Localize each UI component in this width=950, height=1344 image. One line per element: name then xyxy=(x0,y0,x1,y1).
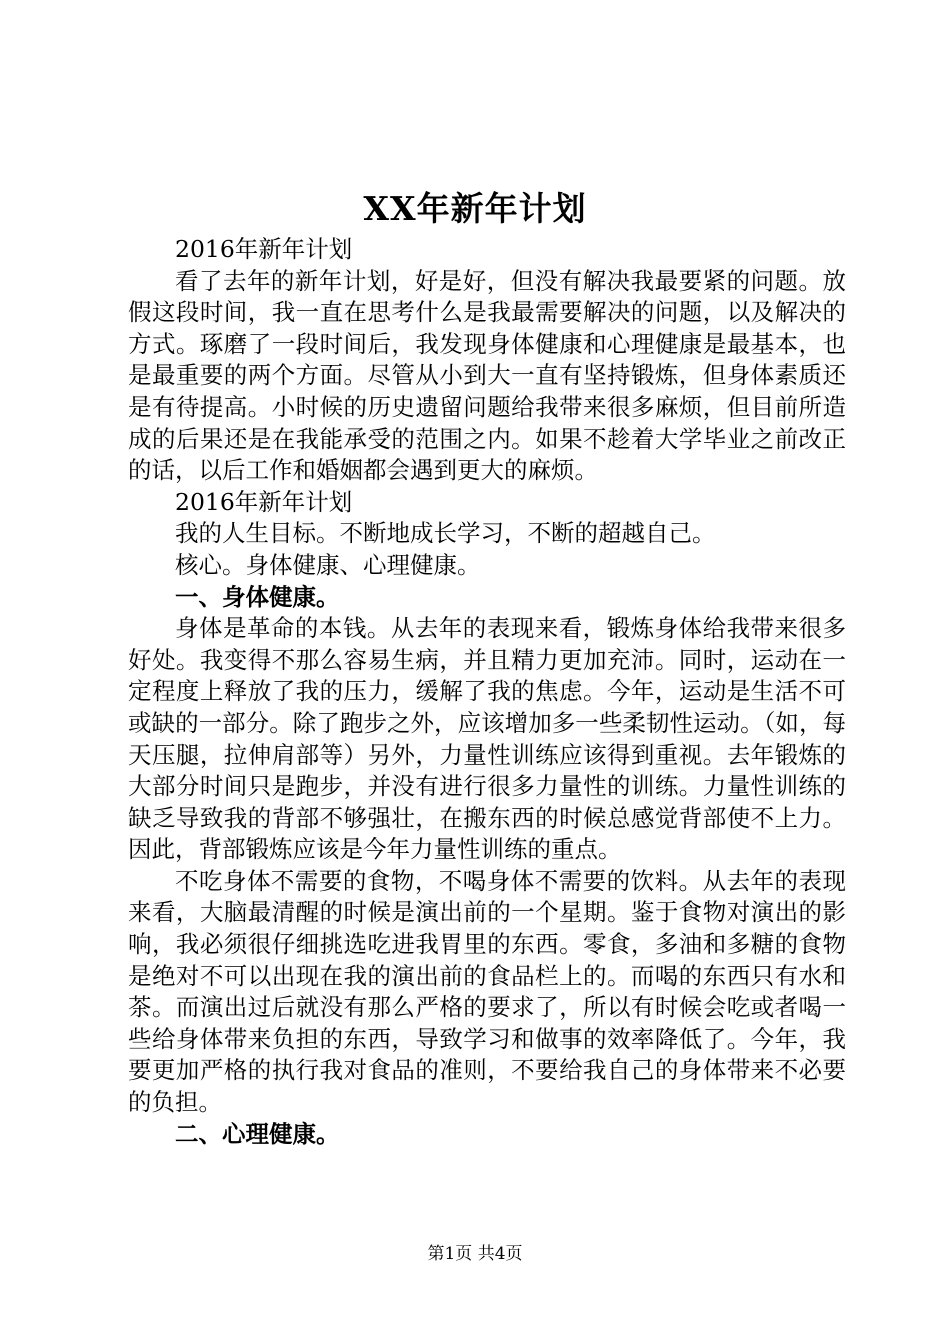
paragraph-core: 核心。身体健康、心理健康。 xyxy=(175,550,481,579)
paragraph-exercise: 身体是革命的本钱。从去年的表现来看，锻炼身体给我带来很多好处。我变得不那么容易生病，并且精力更加充沛。同时，运动在一定程度上释放了我的压力，缓解了我的焦虑。今年，运动是生活不可或缺的一部分。除了跑步之外，应该增加多一些柔韧性运动。（如，每天压腿，拉伸肩部等）另外，力量性训练应该得到重视。去年锻炼的大部分时间只是跑步，并没有进行很多力量性的训练。力量性训练的缺乏导致我的背部不够强壮，在搬东西的时候总感觉背部使不上力。因此，背部锻炼应该是今年力量性训练的重点。 xyxy=(128,614,846,864)
page-footer: 第1页 共4页 xyxy=(427,1244,523,1264)
document-body xyxy=(128,234,846,1150)
paragraph-intro: 看了去年的新年计划，好是好，但没有解决我最要紧的问题。放假这段时间，我一直在思考什么是我最需要解决的问题，以及解决的方式。琢磨了一段时间后，我发现身体健康和心理健康是最基本，也是最重要的两个方面。尽管从小到大一直有坚持锻炼，但身体素质还是有待提高。小时候的历史遗留问题给我带来很多麻烦，但目前所造成的后果还是在我能承受的范围之内。如果不趁着大学毕业之前改正的话，以后工作和婚姻都会遇到更大的麻烦。 xyxy=(128,266,846,485)
document-title: XX年新年计划 xyxy=(363,189,587,228)
paragraph-diet: 不吃身体不需要的食物，不喝身体不需要的饮料。从去年的表现来看，大脑最清醒的时候是演出前的一个星期。鉴于食物对演出的影响，我必须很仔细挑选吃进我胃里的东西。零食，多油和多糖的食物是绝对不可以出现在我的演出前的食品栏上的。而喝的东西只有水和茶。而演出过后就没有那么严格的要求了，所以有时候会吃或者喝一些给身体带来负担的东西，导致学习和做事的效率降低了。今年，我要更加严格的执行我对食品的准则，不要给我自己的身体带来不必要的负担。 xyxy=(128,866,846,1117)
paragraph-life-goal: 我的人生目标。不断地成长学习，不断的超越自己。 xyxy=(175,519,716,548)
paragraph-subtitle: 2016年新年计划 xyxy=(175,235,353,263)
section-heading-physical-health: 一、身体健康。 xyxy=(175,582,340,611)
section-heading-mental-health: 二、心理健康。 xyxy=(175,1119,340,1148)
paragraph-subtitle-repeat: 2016年新年计划 xyxy=(175,487,353,516)
